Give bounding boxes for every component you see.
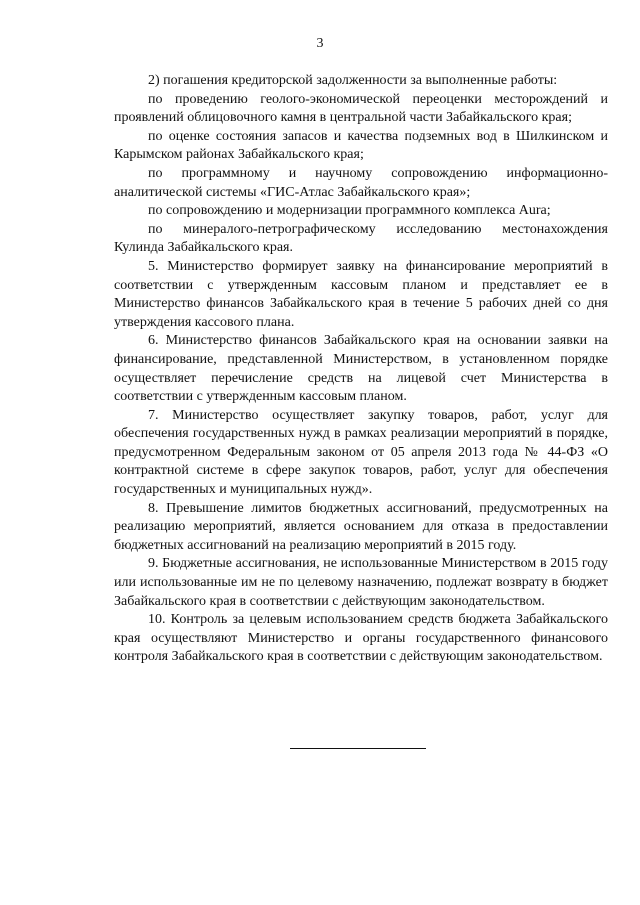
paragraph-7: 7. Министерство осуществляет закупку товаров, работ, услуг для обеспечения государственных нужд в рамках реализации мероприятий в порядке, предусмотренном Федеральным законом от 05 апреля 2013 года № 44-ФЗ «О контрактной системе в сфере закупок товаров, работ, услуг для обеспечения государственных и муниципальных нужд». — [114, 407, 608, 498]
paragraph-item-2: 2) погашения кредиторской задолженности за выполненные работы: — [148, 73, 558, 88]
paragraph-subitem-kulinda: по минералого-петрографическому исследованию местонахождения Кулинда Забайкальского края. — [114, 221, 608, 256]
paragraph-subitem-aura: по сопровождению и модернизации программного комплекса Aura; — [148, 203, 551, 219]
paragraph-subitem-stone-reassessment: по проведению геолого-экономической переоценки месторождений и проявлений облицовочного камня в центральной части Забайкальского края; — [114, 91, 608, 126]
closing-divider-line — [290, 748, 426, 749]
paragraph-10: 10. Контроль за целевым использованием средств бюджета Забайкальского края осуществляют Министерство и органы государственного финансового контроля Забайкальского края в соответствии с действующим законодательством. — [114, 612, 608, 665]
paragraph-8: 8. Превышение лимитов бюджетных ассигнований, предусмотренных на реализацию мероприятий, является основанием для отказа в предоставлении бюджетных ассигнований на реализацию мероприятий в 2015 году. — [114, 500, 608, 553]
paragraph-9: 9. Бюджетные ассигнования, не использованные Министерством в 2015 году или использованные им не по целевому назначению, подлежат возврату в бюджет Забайкальского края в соответствии с действующим законодательством. — [114, 556, 608, 609]
page-number: 3 — [316, 36, 324, 51]
paragraph-5: 5. Министерство формирует заявку на финансирование мероприятий в соответствии с утвержденным кассовым планом и представляет ее в Министерство финансов Забайкальского края в течение 5 рабочих дней со дня утверждения кассового плана. — [114, 258, 608, 330]
paragraph-6: 6. Министерство финансов Забайкальского края на основании заявки на финансирование, представленной Министерством, в установленном порядке осуществляет перечисление средств на лицевой счет Министерства в соответствии с утвержденным кассовым планом. — [114, 333, 608, 405]
document-body — [114, 72, 608, 667]
paragraph-subitem-groundwater: по оценке состояния запасов и качества подземных вод в Шилкинском и Карымском районах Забайкальского края; — [114, 128, 608, 163]
paragraph-subitem-gis-atlas: по программному и научному сопровождению информационно-аналитической системы «ГИС-Атлас Забайкальского края»; — [114, 165, 608, 200]
